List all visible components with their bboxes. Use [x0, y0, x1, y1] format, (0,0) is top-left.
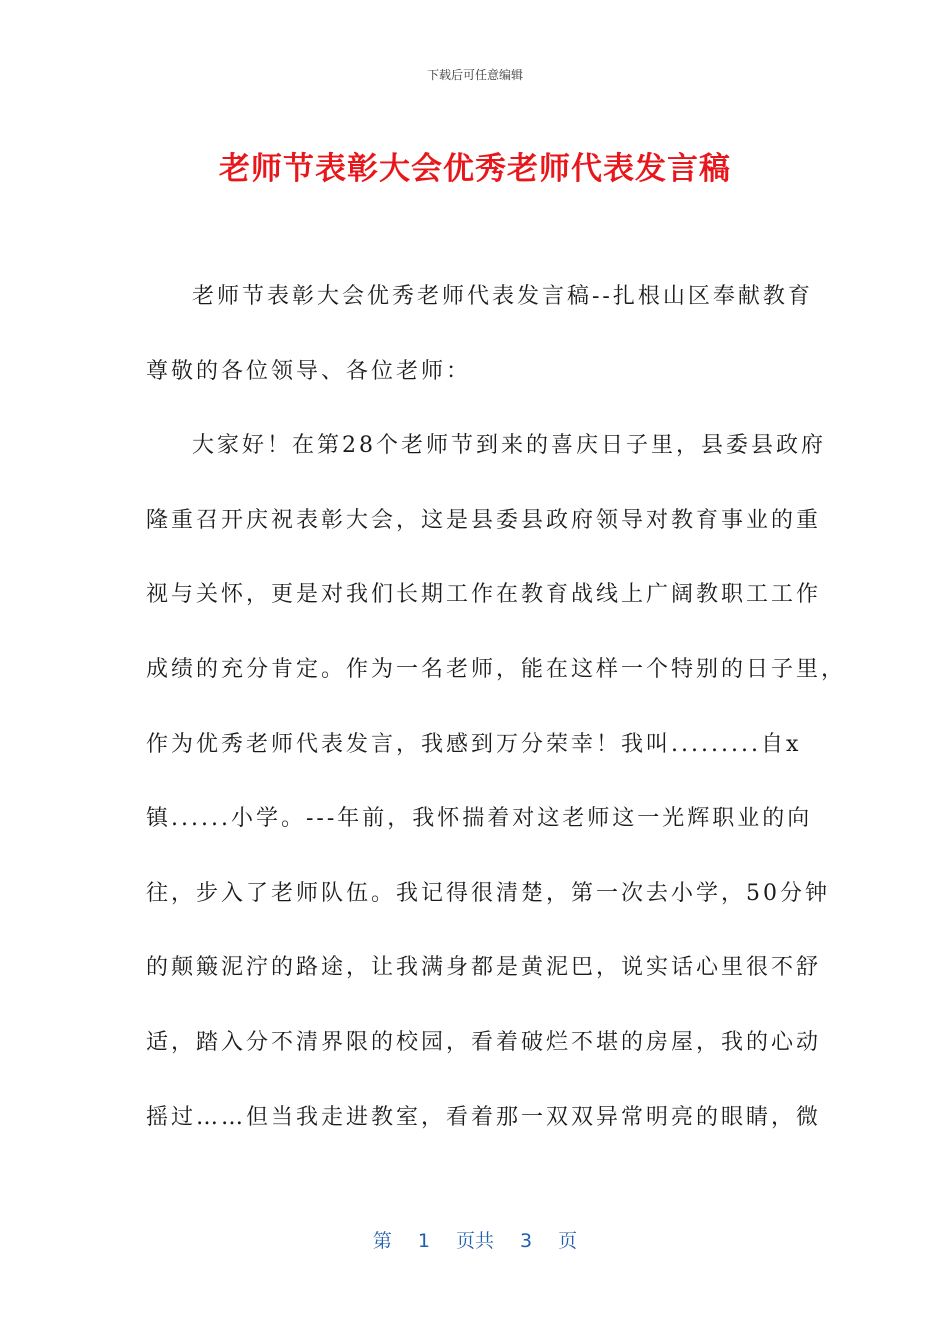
body-line: 尊敬的各位领导、各位老师： — [146, 358, 472, 384]
footer-middle: 页共 — [455, 1230, 494, 1252]
body-line: 的颠簸泥泞的路途，让我满身都是黄泥巴，说实话心里很不舒 — [146, 955, 822, 981]
body-line: 大家好！在第28个老师节到来的喜庆日子里，县委县政府 — [192, 433, 826, 459]
header-note: 下载后可任意编辑 — [426, 68, 523, 82]
footer-prefix: 第 — [372, 1230, 392, 1252]
body-line: 成绩的充分肯定。作为一名老师，能在这样一个特别的日子里， — [146, 656, 847, 682]
document-title: 老师节表彰大会优秀老师代表发言稿 — [219, 151, 731, 187]
body-line: 老师节表彰大会优秀老师代表发言稿--扎根山区奉献教育 — [192, 284, 813, 309]
current-page-number: 1 — [417, 1230, 430, 1252]
body-line: 隆重召开庆祝表彰大会，这是县委县政府领导对教育事业的重 — [146, 507, 822, 533]
footer-suffix: 页 — [558, 1230, 578, 1252]
body-line: 作为优秀老师代表发言，我感到万分荣幸！我叫.........自x — [146, 731, 802, 757]
page-number-footer — [0, 1226, 950, 1253]
body-line: 镇......小学。---年前，我怀揣着对这老师这一光辉职业的向 — [146, 806, 813, 832]
body-line: 往，步入了老师队伍。我记得很清楚，第一次去小学，50分钟 — [146, 880, 830, 906]
total-pages-number: 3 — [520, 1230, 533, 1252]
document-body — [146, 275, 847, 1170]
body-line: 适，踏入分不清界限的校园，看着破烂不堪的房屋，我的心动 — [146, 1029, 822, 1055]
body-line: 摇过……但当我走进教室，看着那一双双异常明亮的眼睛，微 — [146, 1104, 822, 1130]
body-line: 视与关怀，更是对我们长期工作在教育战线上广阔教职工工作 — [146, 582, 822, 608]
